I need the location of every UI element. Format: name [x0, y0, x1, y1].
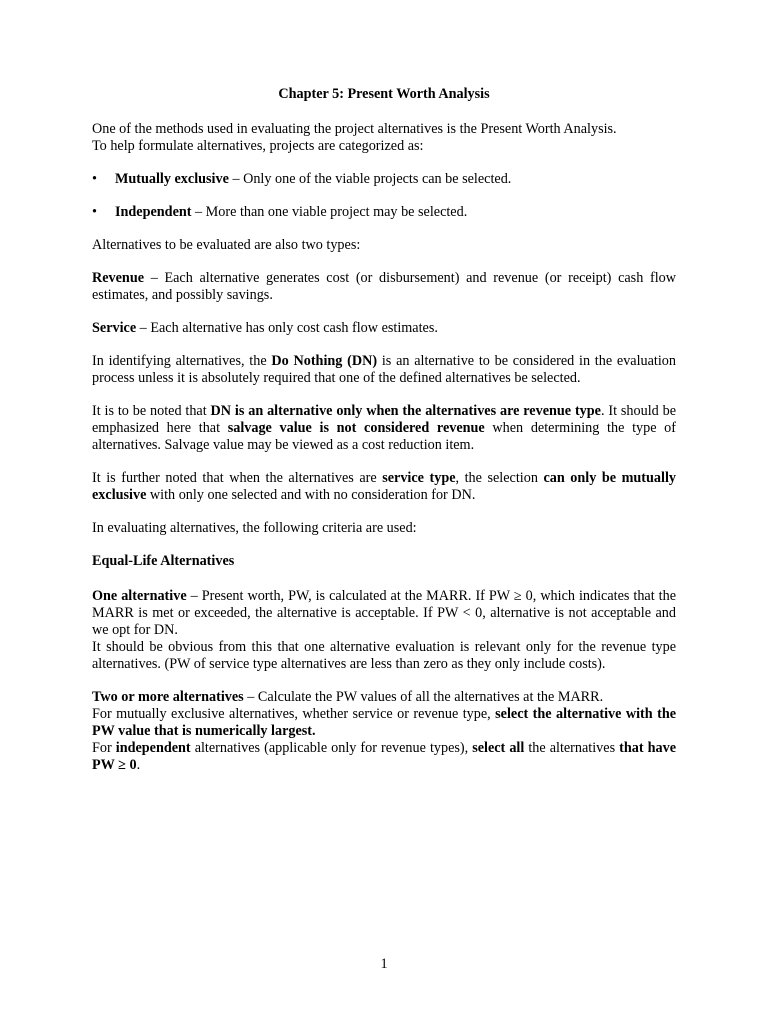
emphasis-text: can only be mutually exclusive: [92, 470, 676, 503]
emphasis-text: service type: [382, 470, 456, 486]
emphasis-text: DN is an alternative only when the alternatives are revenue type: [210, 403, 601, 419]
paragraph-text: In identifying alternatives, the: [92, 353, 272, 369]
two-alternatives-paragraph: [92, 689, 676, 774]
emphasis-text: salvage value is not considered revenue: [227, 420, 485, 436]
do-nothing-paragraph: [92, 353, 676, 387]
intro-line-1: One of the methods used in evaluating the project alternatives is the Present Worth Analysis.: [92, 121, 617, 137]
service-text: – Each alternative has only cost cash flow estimates.: [136, 320, 438, 336]
types-intro: Alternatives to be evaluated are also two types:: [92, 237, 361, 253]
section-heading: Equal-Life Alternatives: [92, 553, 235, 569]
emphasis-text: Do Nothing (DN): [271, 353, 378, 369]
bullet-icon: •: [92, 171, 97, 187]
one-alternative-term: One alternative: [92, 588, 187, 604]
page-content: [92, 86, 676, 774]
intro-paragraph: [92, 121, 676, 155]
bullet-term: Mutually exclusive: [115, 171, 229, 187]
page-title: Chapter 5: Present Worth Analysis: [278, 86, 490, 102]
bullet-icon: •: [92, 204, 97, 220]
bullet-text: – More than one viable project may be selected.: [191, 204, 468, 220]
revenue-paragraph: [92, 270, 676, 304]
criteria-intro: In evaluating alternatives, the following criteria are used:: [92, 520, 417, 536]
revenue-note-paragraph: [92, 403, 676, 454]
list-item: [92, 171, 676, 188]
service-paragraph: [92, 320, 676, 337]
revenue-term: Revenue: [92, 270, 145, 286]
revenue-text: – Each alternative generates cost (or disbursement) and revenue (or receipt) cash flow estimates, and possibly savings.: [92, 270, 676, 303]
emphasis-text: independent: [115, 740, 191, 756]
one-alternative-paragraph: [92, 588, 676, 673]
service-term: Service: [92, 320, 137, 336]
emphasis-text: that have PW ≥ 0: [92, 740, 676, 773]
paragraph-text: For: [92, 740, 116, 756]
service-note-paragraph: [92, 470, 676, 504]
emphasis-text: select all: [472, 740, 525, 756]
paragraph-text: . It should be emphasized here that: [92, 403, 676, 436]
paragraph-text: when determining the type of alternatives. Salvage value may be viewed as a cost reduction item.: [92, 420, 676, 453]
paragraph-text: the alternatives: [524, 740, 620, 756]
paragraph-text: For mutually exclusive alternatives, whether service or revenue type,: [92, 706, 496, 722]
intro-line-2: To help formulate alternatives, projects are categorized as:: [92, 138, 424, 154]
project-category-list: [92, 171, 676, 221]
two-alternatives-term: Two or more alternatives: [92, 689, 244, 705]
paragraph-text: It should be obvious from this that one alternative evaluation is relevant only for the revenue type alternatives. (PW of service type alternatives are less than zero as they only include costs).: [92, 639, 676, 672]
bullet-term: Independent: [115, 204, 192, 220]
paragraph-text: alternatives (applicable only for revenue types),: [190, 740, 473, 756]
paragraph-text: It is further noted that when the alternatives are: [92, 470, 383, 486]
page-number: 1: [380, 956, 388, 972]
paragraph-text: is an alternative to be considered in the evaluation process unless it is absolutely required that one of the defined alternatives be selected.: [92, 353, 676, 386]
paragraph-text: – Present worth, PW, is calculated at the MARR. If PW ≥ 0, which indicates that the MARR is met or exceeded, the alternative is acceptable. If PW < 0, alternative is not acceptable and we opt for DN.: [92, 588, 676, 638]
paragraph-text: – Calculate the PW values of all the alternatives at the MARR.: [243, 689, 604, 705]
paragraph-text: .: [136, 757, 141, 773]
emphasis-text: select the alternative with the PW value that is numerically largest.: [92, 706, 677, 739]
list-item: [92, 204, 676, 221]
bullet-text: – Only one of the viable projects can be selected.: [228, 171, 512, 187]
paragraph-text: It is to be noted that: [92, 403, 211, 419]
paragraph-text: with only one selected and with no consideration for DN.: [146, 487, 476, 503]
paragraph-text: , the selection: [455, 470, 544, 486]
